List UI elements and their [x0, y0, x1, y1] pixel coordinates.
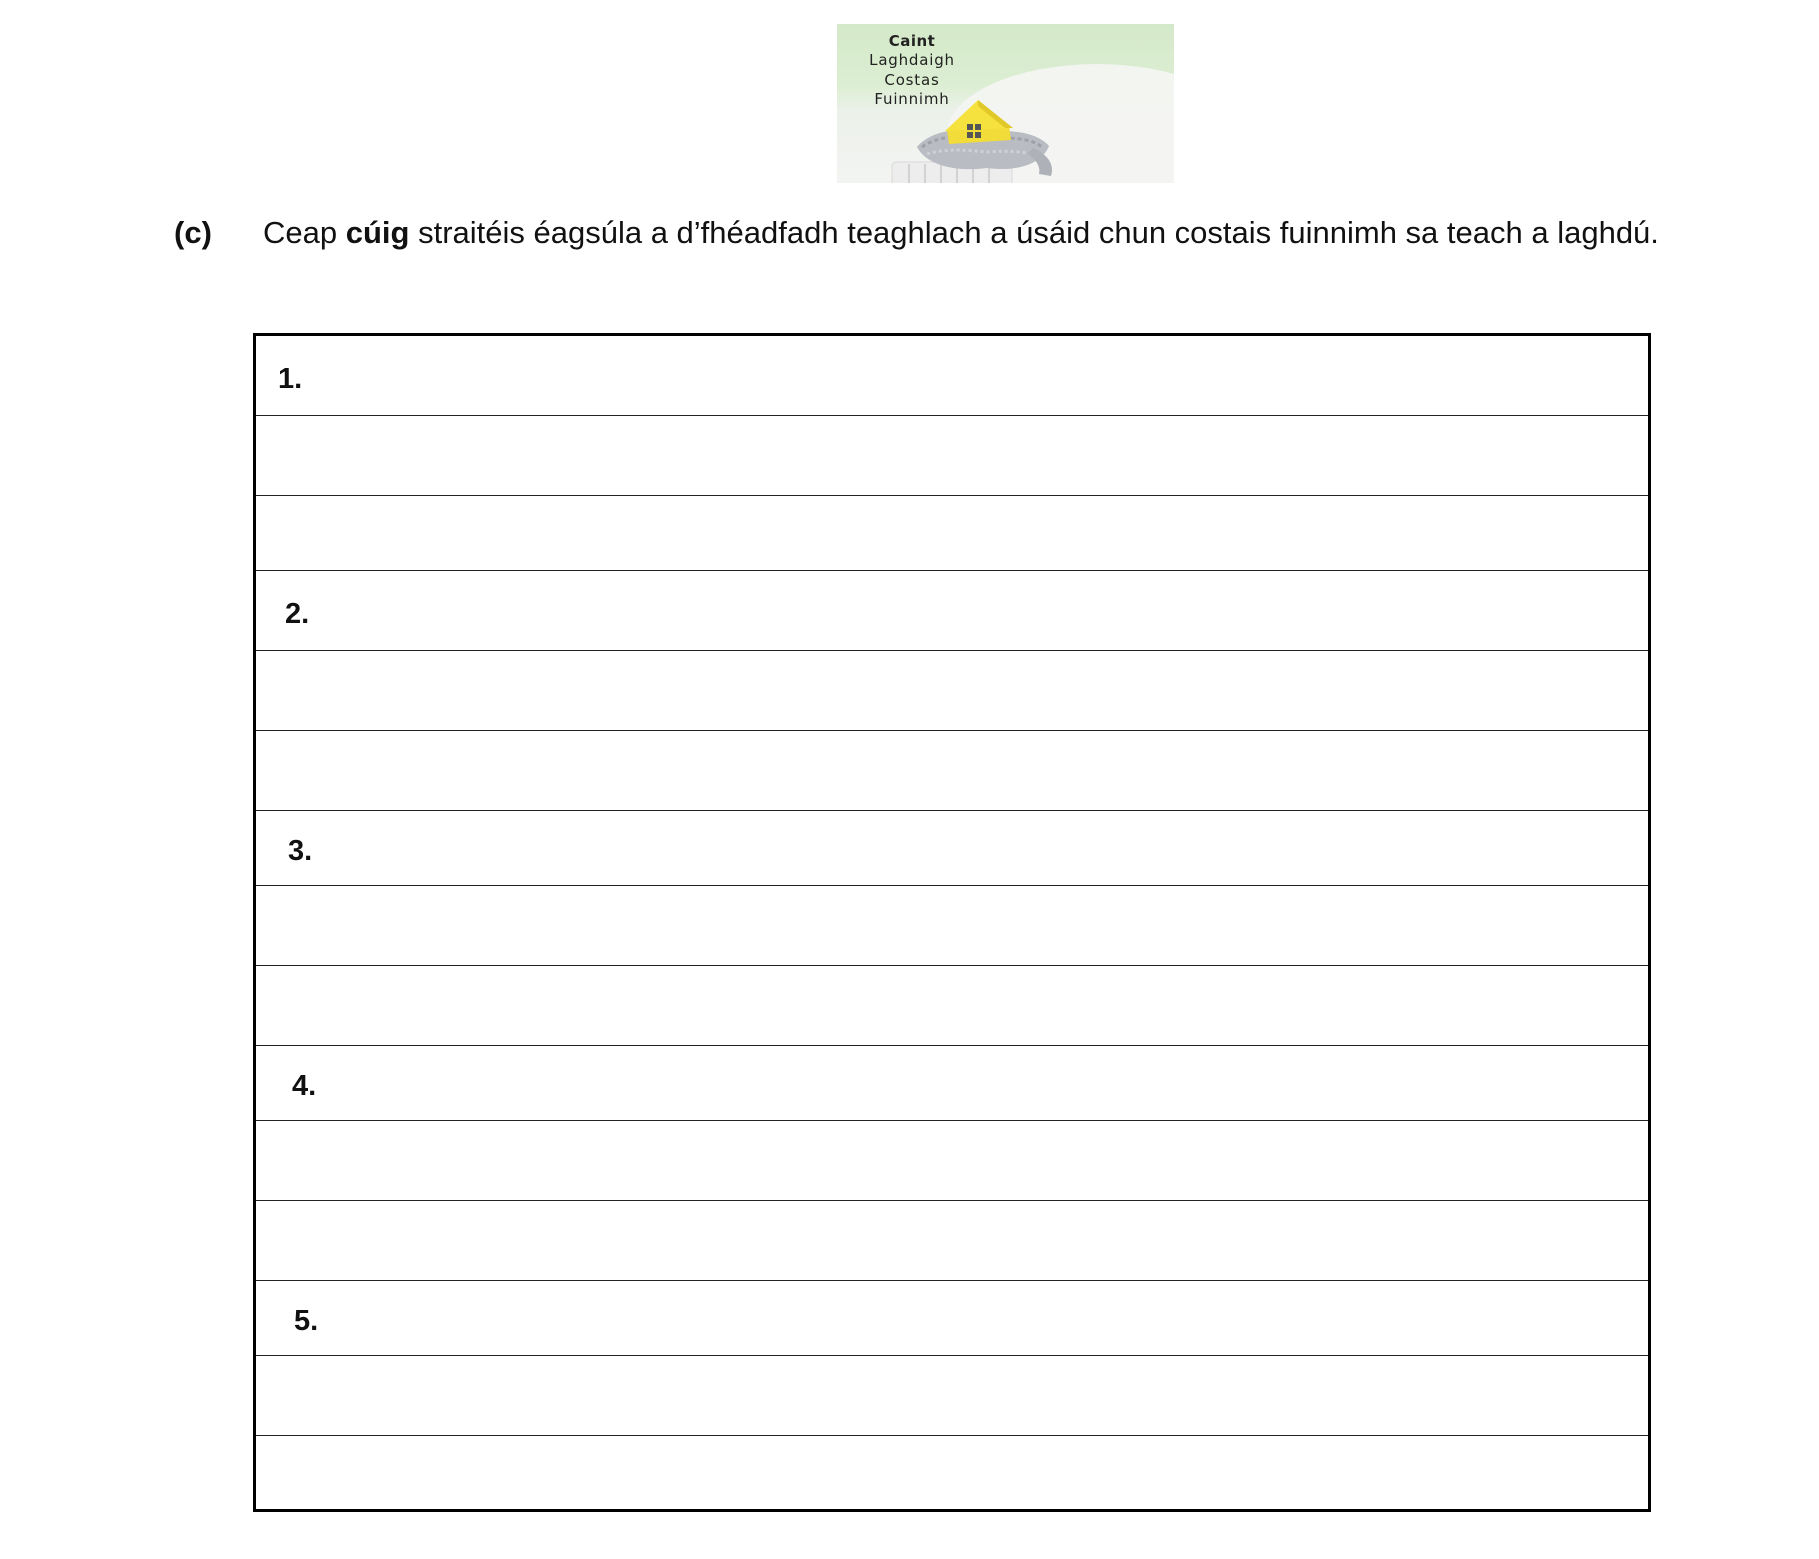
header-caption-title: Caint: [888, 32, 936, 50]
question-text-emphasis: cúig: [345, 215, 410, 250]
answer-number: 1.: [278, 362, 303, 395]
answer-line[interactable]: [256, 811, 1648, 886]
answer-line[interactable]: [256, 416, 1648, 496]
answer-number: 4.: [292, 1069, 317, 1102]
header-caption-line: Laghdaigh: [869, 51, 955, 69]
answer-line[interactable]: [256, 1121, 1648, 1201]
answer-line[interactable]: [256, 1201, 1648, 1281]
answer-number: 5.: [294, 1304, 319, 1337]
answer-number: 3.: [288, 834, 313, 867]
answer-line[interactable]: [256, 651, 1648, 731]
question-text: [263, 210, 1673, 256]
answer-line[interactable]: [256, 1281, 1648, 1356]
answer-table: [253, 333, 1651, 1512]
header-caption-line: Fuinnimh: [874, 90, 950, 108]
header-caption-line: Costas: [884, 70, 940, 89]
answer-line[interactable]: [256, 1046, 1648, 1121]
header-caption: [837, 32, 987, 110]
answer-line[interactable]: [256, 336, 1648, 416]
answer-number: 2.: [285, 597, 310, 630]
question-text-end: straitéis éagsúla a d’fhéadfadh teaghlach a úsáid chun costais fuinnimh sa teach a laghdú.: [409, 215, 1659, 250]
answer-line[interactable]: [256, 886, 1648, 966]
answer-line[interactable]: [256, 1436, 1648, 1509]
question-text-start: Ceap: [263, 215, 346, 250]
answer-line[interactable]: [256, 571, 1648, 651]
header-image: [837, 24, 1174, 183]
answer-line[interactable]: [256, 966, 1648, 1046]
answer-line[interactable]: [256, 496, 1648, 571]
question-label: (c): [174, 215, 212, 250]
answer-line[interactable]: [256, 1356, 1648, 1436]
answer-line[interactable]: [256, 731, 1648, 811]
